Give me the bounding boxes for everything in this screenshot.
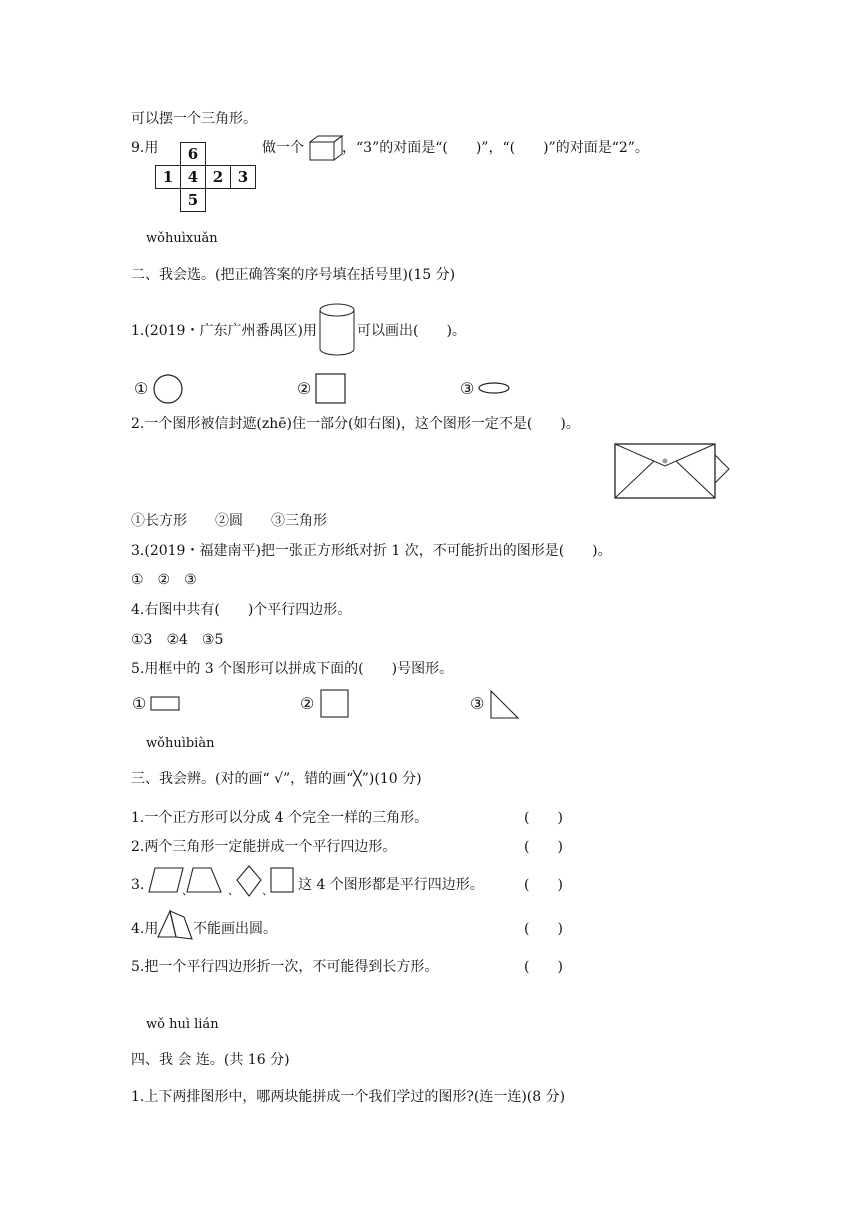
s3-item-1-text: 1.一个正方形可以分成 4 个完全一样的三角形。 [131, 810, 429, 826]
net-cell-bottom: 5 [181, 189, 206, 212]
section-2-title: 二、我会选。(把正确答案的序号填在括号里)(15 分) [131, 267, 456, 283]
section-3-title: 三、我会辨。(对的画“ √”，错的画“╳”)(10 分) [131, 771, 422, 787]
s2-q3-options: ① ② ③ [131, 572, 197, 588]
previous-line-text: 可以摆一个三角形。 [131, 111, 257, 127]
s3-item-2-text: 2.两个三角形一定能拼成一个平行四边形。 [131, 839, 397, 855]
parallelogram-shape-icon [149, 868, 183, 892]
separator: 、 [262, 884, 273, 897]
s3-item-5-text: 5.把一个平行四边形折一次，不可能得到长方形。 [131, 959, 439, 975]
pinyin-label: wǒhuìbiàn [146, 736, 215, 751]
envelope-icon [614, 443, 732, 499]
net-cell-top: 6 [181, 143, 206, 166]
square-shape-icon [320, 689, 350, 719]
s3-item-4-prefix: 4.用 [131, 921, 159, 937]
s3-item-4-text: 不能画出圆。 [193, 921, 277, 937]
q9-prefix: 9.用 [131, 140, 159, 156]
cube-net-figure [155, 142, 256, 212]
rectangle-shape-icon [150, 695, 182, 713]
section-4-title: 四、我 会 连。(共 16 分) [131, 1052, 290, 1068]
s3-item-3-text: 这 4 个图形都是平行四边形。 [298, 877, 484, 893]
answer-blank[interactable]: ( ) [524, 921, 563, 937]
s2-q1-prefix: 1.(2019・广东广州番禺区)用 [131, 323, 317, 339]
answer-blank[interactable]: ( ) [524, 839, 563, 855]
answer-blank[interactable]: ( ) [524, 959, 563, 975]
right-triangle-icon [490, 690, 520, 720]
circle-shape-icon [152, 373, 184, 405]
option-1-label: ① [134, 379, 149, 398]
square-shape-icon [315, 373, 347, 405]
pinyin-label: wǒhuìxuǎn [146, 231, 218, 246]
rhombus-shape-icon [237, 866, 261, 896]
net-cell: 1 [156, 166, 181, 189]
s2-q5-text: 5.用框中的 3 个图形可以拼成下面的( )号图形。 [131, 661, 454, 677]
cylinder-icon [318, 303, 356, 357]
answer-blank[interactable]: ( ) [524, 810, 563, 826]
net-cell: 2 [206, 166, 231, 189]
s2-q2-text: 2.一个图形被信封遮(zhē)住一部分(如右图)，这个图形一定不是( )。 [131, 416, 580, 432]
option-1-label: ① [132, 694, 147, 713]
square-shape-icon [271, 868, 293, 892]
triangular-prism-icon [156, 909, 194, 941]
net-cell: 3 [231, 166, 256, 189]
q9-middle: 做一个 [262, 140, 304, 156]
q9-rest: ，“3”的对面是“( )”，“( )”的对面是“2”。 [342, 140, 649, 156]
ellipse-shape-icon [478, 381, 512, 395]
pinyin-label: wǒ huì lián [146, 1017, 219, 1032]
s3-item-3-prefix: 3. [131, 877, 145, 893]
s2-q4-text: 4.右图中共有( )个平行四边形。 [131, 602, 352, 618]
s2-q4-options: ①3 ②4 ③5 [131, 632, 224, 648]
s2-q3-text: 3.(2019・福建南平)把一张正方形纸对折 1 次，不可能折出的图形是( )。 [131, 543, 612, 559]
option-3-label: ③ [460, 379, 475, 398]
option-2-label: ② [297, 379, 312, 398]
separator: 、 [182, 884, 193, 897]
four-shapes-figure [147, 866, 297, 898]
s4-q1-text: 1.上下两排图形中，哪两块能拼成一个我们学过的图形?(连一连)(8 分) [131, 1089, 566, 1105]
net-cell: 4 [181, 166, 206, 189]
answer-blank[interactable]: ( ) [524, 877, 563, 893]
cube-icon [308, 134, 344, 162]
s2-q1-suffix: 可以画出( )。 [357, 323, 466, 339]
option-2-label: ② [300, 694, 315, 713]
s2-q2-options: ①长方形 ②圆 ③三角形 [131, 513, 327, 529]
option-3-label: ③ [470, 694, 485, 713]
separator: 、 [228, 884, 239, 897]
